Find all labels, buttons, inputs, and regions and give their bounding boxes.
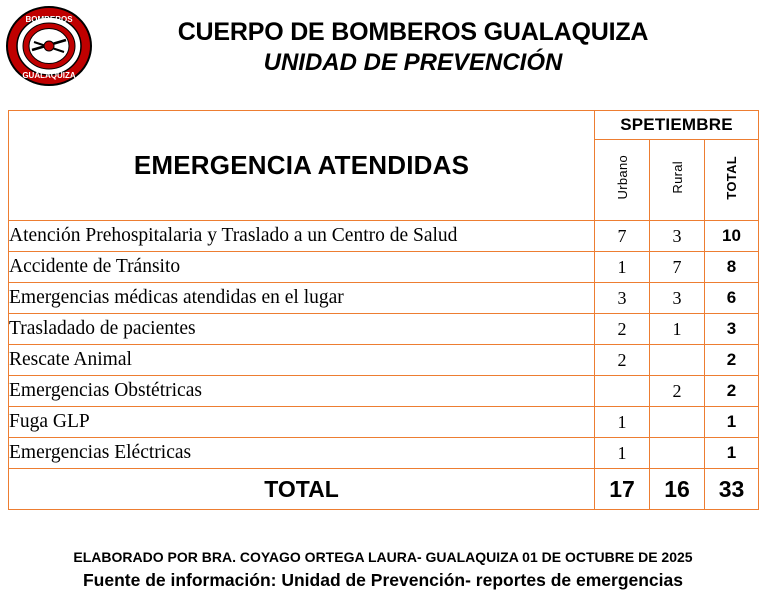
table-row xyxy=(9,376,759,407)
table-row xyxy=(9,314,759,345)
row-label: Atención Prehospitalaria y Traslado a un Centro de Salud xyxy=(9,221,595,252)
document-header xyxy=(0,0,766,96)
column-header-rural: Rural xyxy=(650,140,705,221)
cell-rural: 7 xyxy=(650,252,705,283)
table-row xyxy=(9,221,759,252)
cell-total: 3 xyxy=(705,314,759,345)
cell-urbano xyxy=(595,376,650,407)
cell-urbano: 1 xyxy=(595,438,650,469)
page-subtitle: UNIDAD DE PREVENCIÓN xyxy=(263,48,563,76)
cell-total: 8 xyxy=(705,252,759,283)
title-block xyxy=(0,0,766,76)
cell-urbano: 1 xyxy=(595,252,650,283)
table-row xyxy=(9,283,759,314)
column-header-total: TOTAL xyxy=(705,140,759,221)
cell-urbano: 1 xyxy=(595,407,650,438)
table-month-header: SPETIEMBRE xyxy=(595,111,759,140)
table-header-row-month xyxy=(9,111,759,140)
cell-total: 1 xyxy=(705,407,759,438)
page-title: CUERPO DE BOMBEROS GUALAQUIZA xyxy=(177,18,649,46)
total-row-label: TOTAL xyxy=(9,469,595,510)
svg-text:BOMBEROS: BOMBEROS xyxy=(25,15,73,24)
emergencies-table xyxy=(8,110,759,510)
cell-rural xyxy=(650,345,705,376)
total-urbano: 17 xyxy=(595,469,650,510)
row-label: Emergencias médicas atendidas en el lugar xyxy=(9,283,595,314)
row-label: Rescate Animal xyxy=(9,345,595,376)
table-row xyxy=(9,252,759,283)
column-header-urbano: Urbano xyxy=(595,140,650,221)
cell-rural: 2 xyxy=(650,376,705,407)
svg-text:GUALAQUIZA: GUALAQUIZA xyxy=(22,71,76,80)
row-label: Emergencias Obstétricas xyxy=(9,376,595,407)
row-label: Emergencias Eléctricas xyxy=(9,438,595,469)
total-total: 33 xyxy=(705,469,759,510)
cell-rural: 3 xyxy=(650,283,705,314)
cell-urbano: 3 xyxy=(595,283,650,314)
table-row xyxy=(9,345,759,376)
cell-total: 6 xyxy=(705,283,759,314)
cell-rural xyxy=(650,438,705,469)
cell-rural: 1 xyxy=(650,314,705,345)
cell-total: 1 xyxy=(705,438,759,469)
cell-urbano: 7 xyxy=(595,221,650,252)
cell-total: 2 xyxy=(705,376,759,407)
footer-elaborated-by: ELABORADO POR BRA. COYAGO ORTEGA LAURA- GUALAQUIZA 01 DE OCTUBRE DE 2025 xyxy=(73,549,693,565)
footer-source: Fuente de información: Unidad de Prevención- reportes de emergencias xyxy=(82,570,683,591)
table-row xyxy=(9,438,759,469)
cell-rural xyxy=(650,407,705,438)
row-label: Fuga GLP xyxy=(9,407,595,438)
bomberos-gualaquiza-logo xyxy=(6,6,92,86)
total-rural: 16 xyxy=(650,469,705,510)
row-label: Trasladado de pacientes xyxy=(9,314,595,345)
emergencies-table-wrap xyxy=(8,110,758,510)
table-total-row xyxy=(9,469,759,510)
document-footer xyxy=(0,548,766,593)
cell-rural: 3 xyxy=(650,221,705,252)
cell-urbano: 2 xyxy=(595,314,650,345)
table-row xyxy=(9,407,759,438)
cell-urbano: 2 xyxy=(595,345,650,376)
cell-total: 10 xyxy=(705,221,759,252)
table-row-header-label: EMERGENCIA ATENDIDAS xyxy=(9,111,595,221)
row-label: Accidente de Tránsito xyxy=(9,252,595,283)
cell-total: 2 xyxy=(705,345,759,376)
